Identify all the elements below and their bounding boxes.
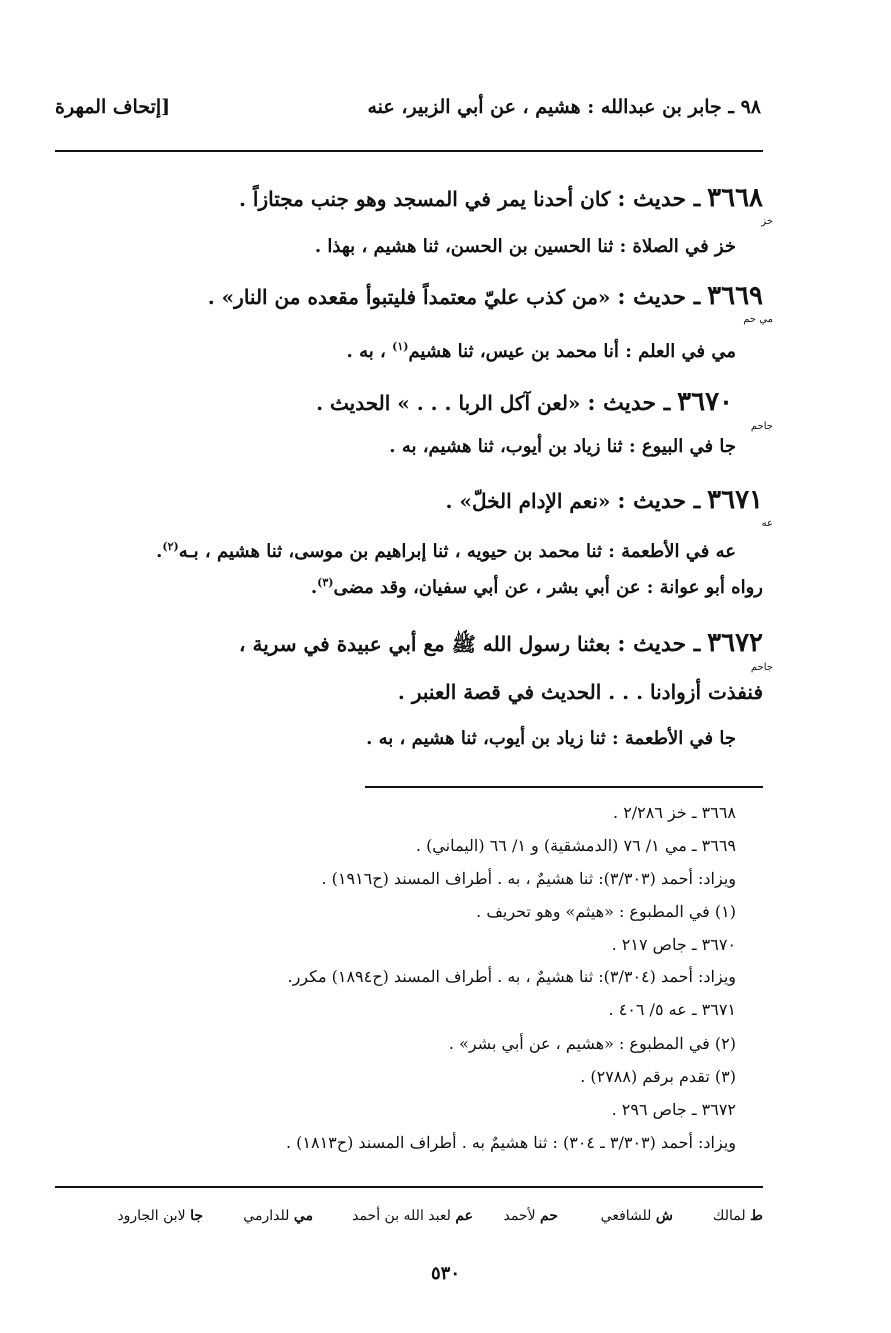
hadith-3669	[208, 281, 763, 311]
footnote: (١) في المطبوع : «هيثم» وهو تحريف .	[476, 902, 736, 921]
sigla-3671: عه	[761, 518, 773, 529]
footnote: ويزاد: أحمد (٣/٣٠٤): ثنا هشيمٌ ، به . أطراف المسند (ح١٨٩٤) مكرر.	[287, 967, 736, 986]
footnote: ٣٦٧٠ ـ جاص ٢١٧ .	[611, 935, 736, 954]
sigla-3669: مي حم	[743, 314, 773, 325]
isnad-3671	[156, 540, 736, 562]
hadith-label: ـ حديث :	[587, 390, 671, 416]
hadith-number: ٣٦٦٩	[707, 281, 763, 311]
footnote: ويزاد: أحمد (٣/٣٠٣ ـ ٣٠٤) : ثنا هشيمٌ به . أطراف المسند (ح١٨١٣) .	[285, 1133, 736, 1152]
hadith-number: ٣٦٦٨	[707, 183, 763, 213]
abbreviations-rule	[55, 1186, 763, 1188]
hadith-number: ٣٦٧١	[707, 485, 763, 515]
isnad-3668: خز في الصلاة : ثنا الحسين بن الحسن، ثنا هشيم ، بهذا .	[314, 236, 736, 257]
isnad-text: مي في العلم : أنا محمد بن عيس، ثنا هشيم	[408, 341, 736, 362]
footnote: (٢) في المطبوع : «هشيم ، عن أبي بشر» .	[448, 1034, 736, 1053]
isnad-3670: جا في البيوع : ثنا زياد بن أيوب، ثنا هشيم، به .	[389, 436, 736, 457]
hadith-label: ـ حديث :	[617, 488, 701, 514]
isnad-3672: جا في الأطعمة : ثنا زياد بن أيوب، ثنا هشيم ، به .	[366, 728, 736, 749]
isnad-3671-second	[311, 576, 763, 598]
hadith-text: «نعم الإدام الخلّ» .	[445, 489, 611, 513]
hadith-number: ٣٦٧٠	[677, 387, 733, 417]
hadith-text: بعثنا رسول الله ﷺ مع أبي عبيدة في سرية ،	[239, 632, 611, 656]
sigla-3668: خز	[761, 216, 773, 227]
hadith-text: «لعن آكل الربا . . . » الحديث .	[316, 391, 581, 415]
hadith-label: ـ حديث :	[617, 284, 701, 310]
isnad-3669	[347, 340, 736, 362]
abbr-ahmad: حم لأحمد	[503, 1208, 558, 1224]
running-head-title: ٩٨ ـ جابر بن عبدالله : هشيم ، عن أبي الزبير، عنه	[367, 96, 761, 118]
footnote: ويزاد: أحمد (٣/٣٠٣): ثنا هشيمٌ ، به . أطراف المسند (ح١٩١٦) .	[321, 869, 736, 888]
header-rule	[55, 150, 763, 152]
hadith-label: ـ حديث :	[617, 186, 701, 212]
hadith-3672	[239, 628, 763, 661]
hadith-3672-continued: فنفذت أزوادنا . . . الحديث في قصة العنبر .	[397, 680, 763, 704]
footnote-ref: (٢)	[162, 540, 179, 553]
footnote: ٣٦٧١ ـ عه ٥/ ٤٠٦ .	[608, 1000, 736, 1019]
abbr-abdullah: عم لعبد الله بن أحمد	[352, 1208, 473, 1224]
abbr-malik: ط لمالك	[712, 1208, 763, 1224]
page-number: ٥٣٠	[430, 1263, 460, 1284]
hadith-text: كان أحدنا يمر في المسجد وهو جنب مجتازاً .	[238, 187, 611, 211]
footnote: ٣٦٦٨ ـ خز ٢/٢٨٦ .	[613, 803, 736, 822]
isnad-end: ، به .	[346, 341, 386, 362]
footnote-ref: (٣)	[317, 576, 334, 589]
hadith-3670	[316, 387, 733, 417]
isnad-text: رواه أبو عوانة : عن أبي بشر ، عن أبي سفيان، وقد مضى	[333, 577, 763, 598]
abbr-ibn-jarud: جا لابن الجارود	[117, 1208, 203, 1224]
isnad-end: .	[156, 541, 163, 562]
abbr-shafii: ش للشافعي	[600, 1208, 673, 1224]
footnote: ٣٦٧٢ ـ جاص ٢٩٦ .	[611, 1100, 736, 1119]
isnad-end: .	[310, 577, 318, 598]
sigla-3670: جاحم	[750, 421, 773, 432]
running-head-book: [إتحاف المهرة	[55, 96, 171, 118]
hadith-label: ـ حديث :	[617, 631, 701, 657]
footnote: (٣) تقدم برقم (٢٧٨٨) .	[580, 1067, 736, 1086]
footnote-ref: (١)	[392, 340, 409, 353]
footnote-rule	[365, 786, 763, 788]
abbr-darimi: مي للدارمي	[243, 1208, 313, 1224]
sigla-3672: جاحم	[750, 662, 773, 673]
footnote: ٣٦٦٩ ـ مي ١/ ٧٦ (الدمشقية) و ١/ ٦٦ (اليماني) .	[415, 836, 736, 855]
hadith-number: ٣٦٧٢	[707, 628, 763, 658]
isnad-text: عه في الأطعمة : ثنا محمد بن حيويه ، ثنا إبراهيم بن موسى، ثنا هشيم ، بـه	[178, 541, 736, 562]
hadith-3668	[239, 183, 763, 213]
hadith-text: «من كذب عليّ معتمداً فليتبوأ مقعده من النار» .	[207, 285, 611, 309]
hadith-3671	[446, 485, 763, 515]
